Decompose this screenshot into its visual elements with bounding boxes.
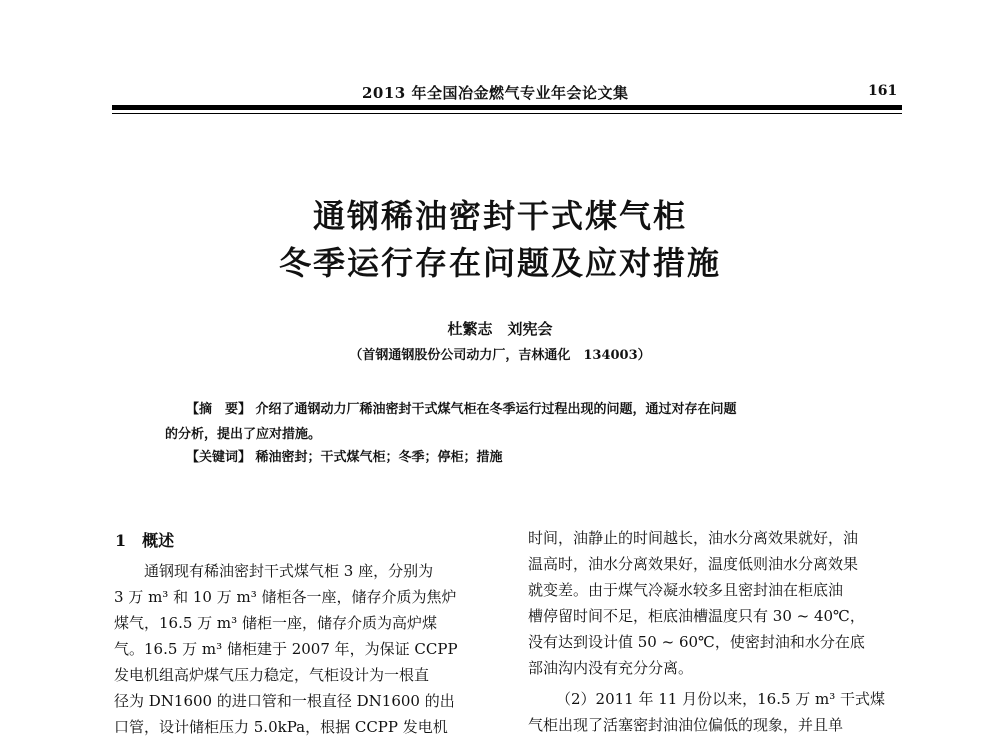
right-column-line: 部油沟内没有充分分离。 [528,659,694,677]
authors: 杜繁志 刘宪会 [447,320,553,338]
keywords-label: 【关键词】 [186,450,252,465]
running-header-title: 2013 年全国冶金燃气专业年会论文集 [362,84,629,102]
section-heading: 1 概述 [115,531,175,550]
affiliation: （首钢通钢股份公司动力厂，吉林通化 134003） [349,348,651,363]
right-column-line: 就变差。由于煤气冷凝水较多且密封油在柜底油 [528,581,844,599]
abstract-line2: 的分析，提出了应对措施。 [165,427,322,442]
abstract-text-1: 介绍了通钢动力厂稀油密封干式煤气柜在冬季运行过程出现的问题，通过对存在问题 [255,402,737,417]
left-column-line: 煤气，16.5 万 m³ 储柜一座，储存介质为高炉煤 [114,614,437,632]
right-column-line: （2）2011 年 11 月份以来，16.5 万 m³ 干式煤 [556,690,886,708]
right-column-line: 气柜出现了活塞密封油油位偏低的现象，并且单 [528,716,844,734]
right-column-line: 槽停留时间不足，柜底油槽温度只有 30 ~ 40℃， [528,607,865,625]
header-rule-thin [112,113,902,114]
keywords-text: 稀油密封；干式煤气柜；冬季；停柜；措施 [255,450,503,465]
left-column-line: 口管，设计储柜压力 5.0kPa，根据 CCPP 发电机 [114,718,448,736]
right-column-line: 时间，油静止的时间越长，油水分离效果就好，油 [528,529,859,547]
abstract-label: 【摘 要】 [186,402,252,417]
right-column-line: 没有达到设计值 50 ~ 60℃，使密封油和水分在底 [528,633,865,651]
left-column-line: 3 万 m³ 和 10 万 m³ 储柜各一座，储存介质为焦炉 [114,588,457,606]
left-column-line: 发电机组高炉煤气压力稳定，气柜设计为一根直 [114,666,430,684]
left-column-line: 径为 DN1600 的进口管和一根直径 DN1600 的出 [114,692,455,710]
right-column-line: 温高时，油水分离效果好，温度低则油水分离效果 [528,555,859,573]
page-number: 161 [868,83,898,99]
header-rule-thick [112,105,902,110]
paper-title-line2: 冬季运行存在问题及应对措施 [278,244,721,282]
left-column-line: 通钢现有稀油密封干式煤气柜 3 座，分别为 [144,562,434,580]
paper-title-line1: 通钢稀油密封干式煤气柜 [312,197,687,235]
left-column-line: 气。16.5 万 m³ 储柜建于 2007 年，为保证 CCPP [114,640,458,658]
abstract-line1 [186,398,737,417]
keywords-line [186,446,503,465]
